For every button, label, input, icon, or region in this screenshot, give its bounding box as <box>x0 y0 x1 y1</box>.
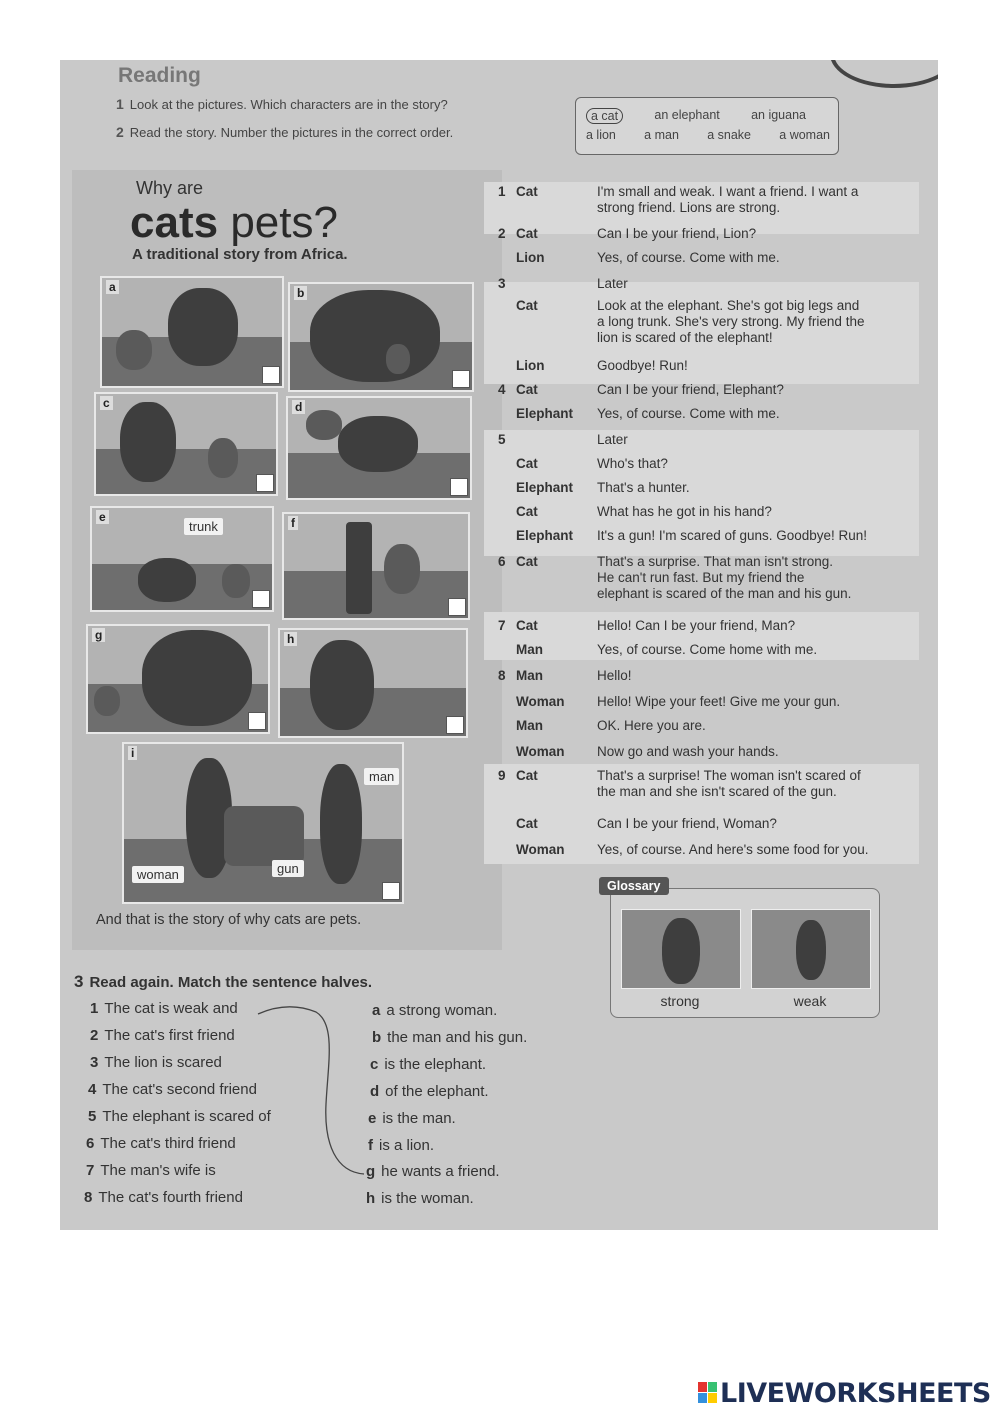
item-text: The cat is weak and <box>104 1000 238 1017</box>
speaker: Elephant <box>516 406 574 421</box>
item-text: The cat's fourth friend <box>98 1189 243 1206</box>
item-letter: e <box>368 1110 377 1127</box>
item-text: The elephant is scared of <box>102 1108 271 1125</box>
item-number: 4 <box>88 1081 97 1098</box>
line-text <box>597 768 915 800</box>
liveworksheets-logo <box>698 1378 991 1409</box>
section-heading: Reading <box>118 64 201 87</box>
exercise-1 <box>116 96 448 113</box>
picture-sky <box>92 508 272 564</box>
order-number-box[interactable] <box>262 366 280 384</box>
line-part: Yes, of course. Come home with me. <box>597 642 818 657</box>
speaker: Cat <box>516 618 538 633</box>
logo-text: LIVEWORKSHEETS <box>720 1378 991 1409</box>
item-text: the man and his gun. <box>387 1029 528 1046</box>
cat-illustration <box>384 544 420 594</box>
word-box-row-1 <box>586 108 806 124</box>
line-text <box>597 432 915 448</box>
exercise-1-number: 1 <box>116 96 124 112</box>
line-text <box>597 642 915 658</box>
item-number: 1 <box>90 1000 99 1017</box>
order-number-box[interactable] <box>252 590 270 608</box>
elephant-illustration <box>138 558 196 602</box>
match-left-item[interactable] <box>86 1135 236 1152</box>
picture-label: a <box>106 280 119 294</box>
picture-label: b <box>294 286 307 300</box>
glossary-image-strong <box>621 909 741 989</box>
item-number: 7 <box>86 1162 95 1179</box>
line-part: That's a surprise! The woman isn't scared of <box>597 768 861 783</box>
speaker: Man <box>516 668 543 683</box>
item-text: is the woman. <box>381 1190 474 1207</box>
line-text <box>597 184 915 216</box>
exercise-2-text: Read the story. Number the pictures in the correct order. <box>129 125 454 140</box>
exercise-2 <box>116 124 466 141</box>
man-illustration <box>320 764 362 884</box>
match-left-item[interactable] <box>90 1000 238 1017</box>
picture-label: h <box>284 632 297 646</box>
word-chip[interactable]: a cat <box>586 108 623 124</box>
cat-illustration <box>116 330 152 370</box>
speaker: Cat <box>516 226 538 241</box>
scene-number: 7 <box>498 618 506 633</box>
match-right-item[interactable] <box>368 1110 456 1127</box>
line-text <box>597 504 915 520</box>
cat-illustration <box>386 344 410 374</box>
story-title-rest: pets? <box>230 198 338 247</box>
line-text <box>597 358 915 374</box>
match-right-item[interactable] <box>370 1083 489 1100</box>
word-chip[interactable]: an iguana <box>751 108 806 122</box>
line-part: Can I be your friend, Elephant? <box>597 382 784 397</box>
speaker: Cat <box>516 816 538 831</box>
item-text: is the man. <box>382 1110 456 1127</box>
line-part: Can I be your friend, Woman? <box>597 816 777 831</box>
line-part: Hello! <box>597 668 632 683</box>
speaker: Woman <box>516 842 565 857</box>
item-text: The cat's third friend <box>100 1135 236 1152</box>
line-text <box>597 744 915 760</box>
match-left-item[interactable] <box>90 1027 235 1044</box>
story-ending: And that is the story of why cats are pets. <box>96 912 362 928</box>
line-part: It's a gun! I'm scared of guns. Goodbye! Run! <box>597 528 868 543</box>
speaker: Lion <box>516 358 545 373</box>
order-number-box[interactable] <box>248 712 266 730</box>
item-letter: h <box>366 1190 376 1207</box>
speaker: Cat <box>516 554 538 569</box>
line-text <box>597 382 915 398</box>
picture-f <box>282 512 470 620</box>
word-chip[interactable]: a lion <box>586 128 616 142</box>
scene-number: 1 <box>498 184 506 199</box>
line-part: I'm small and weak. I want a friend. I want a <box>597 184 859 199</box>
picture-label: g <box>92 628 105 642</box>
scene-number: 3 <box>498 276 506 291</box>
line-part: He can't run fast. But my friend the <box>597 570 805 585</box>
speaker: Cat <box>516 768 538 783</box>
line-part: Who's that? <box>597 456 668 471</box>
line-part: Yes, of course. And here's some food for you. <box>597 842 869 857</box>
picture-d <box>286 396 472 500</box>
item-text: a strong woman. <box>386 1002 498 1019</box>
word-chip[interactable]: a snake <box>707 128 751 142</box>
scene-number: 6 <box>498 554 506 569</box>
match-right-item[interactable] <box>372 1002 497 1019</box>
word-chip[interactable]: a man <box>644 128 679 142</box>
exercise-3-text: Read again. Match the sentence halves. <box>89 974 373 991</box>
line-part: That's a hunter. <box>597 480 690 495</box>
table-illustration <box>224 806 304 866</box>
match-left-item[interactable] <box>88 1081 257 1098</box>
match-right-item[interactable] <box>372 1029 527 1046</box>
lion-illustration <box>222 564 250 598</box>
story-title-bold: cats <box>130 198 219 247</box>
line-text <box>597 298 915 346</box>
item-number: 3 <box>90 1054 99 1071</box>
line-part: Yes, of course. Come with me. <box>597 250 780 265</box>
strong-man-illustration <box>662 918 700 984</box>
item-text: The lion is scared <box>104 1054 222 1071</box>
picture-tag-man: man <box>364 768 399 785</box>
exercise-3 <box>74 972 372 992</box>
speaker: Cat <box>516 382 538 397</box>
line-part: elephant is scared of the man and his gun. <box>597 586 852 601</box>
item-letter: c <box>370 1056 379 1073</box>
page-corner-decoration <box>830 60 938 88</box>
line-text <box>597 668 915 684</box>
item-text: of the elephant. <box>385 1083 489 1100</box>
exercise-3-number: 3 <box>74 972 84 991</box>
line-text <box>597 406 915 422</box>
picture-label: i <box>128 746 137 760</box>
match-left-item[interactable] <box>88 1108 271 1125</box>
line-text <box>597 554 915 602</box>
cat-illustration <box>310 640 374 730</box>
picture-b <box>288 282 474 392</box>
item-letter: d <box>370 1083 380 1100</box>
speaker: Man <box>516 642 543 657</box>
match-left-item[interactable] <box>86 1162 216 1179</box>
line-part: a long trunk. She's very strong. My friend the <box>597 314 865 329</box>
line-part: Later <box>597 276 628 291</box>
line-part: Later <box>597 432 628 447</box>
item-text: is the elephant. <box>384 1056 487 1073</box>
line-part: Hello! Can I be your friend, Man? <box>597 618 796 633</box>
line-text <box>597 226 915 242</box>
speaker: Cat <box>516 184 538 199</box>
item-number: 2 <box>90 1027 99 1044</box>
item-text: is a lion. <box>379 1137 435 1154</box>
item-letter: f <box>368 1137 373 1154</box>
line-text <box>597 718 915 734</box>
speaker: Cat <box>516 298 538 313</box>
glossary-image-weak <box>751 909 871 989</box>
cat-illustration <box>306 410 342 440</box>
order-number-box[interactable] <box>452 370 470 388</box>
line-text <box>597 480 915 496</box>
story-title-small: Why are <box>136 178 204 198</box>
order-number-box[interactable] <box>382 882 400 900</box>
picture-label: d <box>292 400 305 414</box>
story-subtitle: A traditional story from Africa. <box>132 246 348 263</box>
line-part: Look at the elephant. She's got big legs and <box>597 298 860 313</box>
scene-number: 5 <box>498 432 506 447</box>
speaker: Cat <box>516 456 538 471</box>
line-text <box>597 528 915 544</box>
weak-boy-illustration <box>796 920 826 980</box>
example-match-line <box>256 1004 379 1184</box>
match-right-item[interactable] <box>368 1137 434 1154</box>
line-part: the man and she isn't scared of the gun. <box>597 784 837 799</box>
glossary-word: weak <box>793 993 827 1009</box>
line-part: Now go and wash your hands. <box>597 744 779 759</box>
speaker: Woman <box>516 744 565 759</box>
speaker: Lion <box>516 250 545 265</box>
line-part: Hello! Wipe your feet! Give me your gun. <box>597 694 841 709</box>
picture-a <box>100 276 284 388</box>
line-part: lion is scared of the elephant! <box>597 330 773 345</box>
line-text <box>597 694 915 710</box>
line-part: strong friend. Lions are strong. <box>597 200 781 215</box>
line-part: OK. Here you are. <box>597 718 706 733</box>
speaker: Woman <box>516 694 565 709</box>
line-text <box>597 816 915 832</box>
glossary-word: strong <box>660 993 700 1009</box>
order-number-box[interactable] <box>450 478 468 496</box>
picture-ground <box>284 571 468 618</box>
speaker: Elephant <box>516 528 574 543</box>
story-title <box>130 198 338 248</box>
cat-illustration <box>208 438 238 478</box>
line-part: What has he got in his hand? <box>597 504 772 519</box>
word-chip[interactable]: a woman <box>779 128 830 142</box>
line-text <box>597 250 915 266</box>
glossary-title: Glossary <box>599 877 669 895</box>
lion-illustration <box>338 416 418 472</box>
picture-g <box>86 624 270 734</box>
character-word-box <box>575 97 839 155</box>
picture-tag-woman: woman <box>132 866 184 883</box>
tree-illustration <box>346 522 372 614</box>
scene-number: 4 <box>498 382 506 397</box>
speaker: Man <box>516 718 543 733</box>
line-text <box>597 842 915 858</box>
item-letter: b <box>372 1029 382 1046</box>
item-text: The cat's second friend <box>102 1081 257 1098</box>
picture-c <box>94 392 278 496</box>
scene-number: 2 <box>498 226 506 241</box>
exercise-1-text: Look at the pictures. Which characters are in the story? <box>129 97 448 112</box>
match-left-item[interactable] <box>84 1189 243 1206</box>
lion-illustration <box>168 288 238 366</box>
item-letter: g <box>366 1163 376 1180</box>
match-right-item[interactable] <box>366 1190 474 1207</box>
logo-mark-icon <box>698 1382 718 1404</box>
worksheet-page <box>60 60 938 1230</box>
word-chip[interactable]: an elephant <box>654 108 720 122</box>
item-letter: a <box>372 1002 381 1019</box>
scene-number: 8 <box>498 668 506 683</box>
line-part: That's a surprise. That man isn't strong. <box>597 554 834 569</box>
line-text <box>597 618 915 634</box>
word-box-row-2 <box>586 128 830 142</box>
line-text <box>597 456 915 472</box>
woman-illustration <box>120 402 176 482</box>
item-number: 8 <box>84 1189 93 1206</box>
elephant-illustration <box>310 290 440 382</box>
picture-label: c <box>100 396 113 410</box>
line-part: Goodbye! Run! <box>597 358 688 373</box>
order-number-box[interactable] <box>256 474 274 492</box>
glossary-box <box>607 879 880 1018</box>
line-text <box>597 276 915 292</box>
picture-sky <box>284 514 468 571</box>
match-right-item[interactable] <box>366 1163 500 1180</box>
item-text: he wants a friend. <box>381 1163 500 1180</box>
picture-i <box>122 742 404 904</box>
picture-e <box>90 506 274 612</box>
picture-label: e <box>96 510 109 524</box>
picture-tag-gun: gun <box>272 860 304 877</box>
order-number-box[interactable] <box>446 716 464 734</box>
speaker: Cat <box>516 504 538 519</box>
item-number: 5 <box>88 1108 97 1125</box>
scene-number: 9 <box>498 768 506 783</box>
order-number-box[interactable] <box>448 598 466 616</box>
elephant-illustration <box>142 630 252 726</box>
item-text: The man's wife is <box>100 1162 216 1179</box>
picture-label: f <box>288 516 298 530</box>
picture-h <box>278 628 468 738</box>
line-part: Yes, of course. Come with me. <box>597 406 780 421</box>
picture-tag-trunk: trunk <box>184 518 223 535</box>
speaker: Elephant <box>516 480 574 495</box>
item-number: 6 <box>86 1135 95 1152</box>
line-part: Can I be your friend, Lion? <box>597 226 757 241</box>
cat-illustration <box>94 686 120 716</box>
item-text: The cat's first friend <box>104 1027 235 1044</box>
exercise-2-number: 2 <box>116 124 124 140</box>
match-left-item[interactable] <box>90 1054 222 1071</box>
match-right-item[interactable] <box>370 1056 486 1073</box>
